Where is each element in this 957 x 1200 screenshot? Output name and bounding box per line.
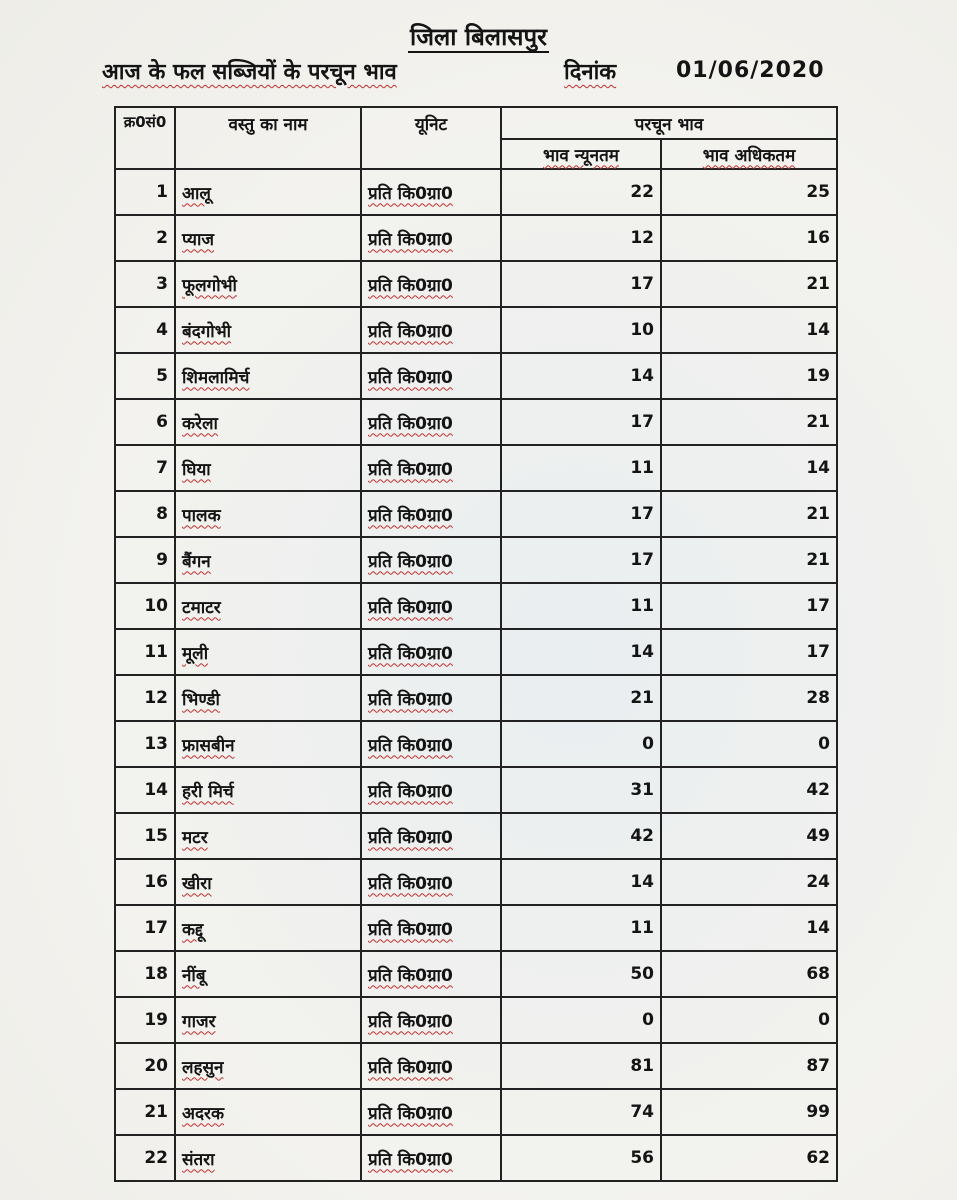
table-row <box>115 445 837 491</box>
unit-cell: प्रति कि0ग्रा0 <box>361 629 501 675</box>
unit-cell: प्रति कि0ग्रा0 <box>361 399 501 445</box>
date-label: दिनांक <box>564 60 617 85</box>
min-price-cell: 42 <box>501 813 661 859</box>
table-row <box>115 951 837 997</box>
min-price-cell: 17 <box>501 261 661 307</box>
max-price-cell: 16 <box>661 215 837 261</box>
min-price-cell: 12 <box>501 215 661 261</box>
item-name-cell: भिण्डी <box>175 675 361 721</box>
price-table-body <box>115 169 837 1181</box>
table-row <box>115 215 837 261</box>
min-price-cell: 0 <box>501 997 661 1043</box>
table-row <box>115 905 837 951</box>
min-price-cell: 21 <box>501 675 661 721</box>
max-price-cell: 17 <box>661 583 837 629</box>
max-price-header: भाव अधिकतम <box>661 139 837 169</box>
unit-cell: प्रति कि0ग्रा0 <box>361 353 501 399</box>
max-price-cell: 21 <box>661 537 837 583</box>
name-header: वस्तु का नाम <box>175 107 361 169</box>
item-name-cell: मूली <box>175 629 361 675</box>
max-price-cell: 14 <box>661 307 837 353</box>
max-price-cell: 19 <box>661 353 837 399</box>
item-name-cell: शिमलामिर्च <box>175 353 361 399</box>
serial-cell: 18 <box>115 951 175 997</box>
item-name-cell: खीरा <box>175 859 361 905</box>
item-name-cell: टमाटर <box>175 583 361 629</box>
serial-cell: 12 <box>115 675 175 721</box>
min-price-cell: 0 <box>501 721 661 767</box>
min-price-cell: 11 <box>501 583 661 629</box>
serial-cell: 15 <box>115 813 175 859</box>
unit-cell: प्रति कि0ग्रा0 <box>361 1089 501 1135</box>
min-price-cell: 11 <box>501 905 661 951</box>
min-price-cell: 17 <box>501 491 661 537</box>
min-price-cell: 50 <box>501 951 661 997</box>
retail-price-header: परचून भाव <box>501 107 837 139</box>
table-row <box>115 1135 837 1181</box>
table-row <box>115 583 837 629</box>
table-row <box>115 721 837 767</box>
max-price-cell: 28 <box>661 675 837 721</box>
table-row <box>115 629 837 675</box>
table-row <box>115 813 837 859</box>
min-price-cell: 74 <box>501 1089 661 1135</box>
item-name-cell: बंदगोभी <box>175 307 361 353</box>
table-row <box>115 1043 837 1089</box>
document-title <box>0 20 957 53</box>
max-price-cell: 87 <box>661 1043 837 1089</box>
serial-cell: 2 <box>115 215 175 261</box>
item-name-cell: फ्रासबीन <box>175 721 361 767</box>
unit-cell: प्रति कि0ग्रा0 <box>361 215 501 261</box>
min-price-cell: 22 <box>501 169 661 215</box>
item-name-cell: कद्दू <box>175 905 361 951</box>
serial-cell: 8 <box>115 491 175 537</box>
unit-cell: प्रति कि0ग्रा0 <box>361 537 501 583</box>
unit-cell: प्रति कि0ग्रा0 <box>361 813 501 859</box>
unit-cell: प्रति कि0ग्रा0 <box>361 951 501 997</box>
max-price-cell: 62 <box>661 1135 837 1181</box>
unit-cell: प्रति कि0ग्रा0 <box>361 675 501 721</box>
serial-cell: 20 <box>115 1043 175 1089</box>
serial-cell: 14 <box>115 767 175 813</box>
unit-cell: प्रति कि0ग्रा0 <box>361 169 501 215</box>
max-price-cell: 25 <box>661 169 837 215</box>
item-name-cell: मटर <box>175 813 361 859</box>
min-price-cell: 11 <box>501 445 661 491</box>
serial-cell: 10 <box>115 583 175 629</box>
min-price-cell: 14 <box>501 859 661 905</box>
min-price-cell: 10 <box>501 307 661 353</box>
max-price-cell: 14 <box>661 445 837 491</box>
serial-cell: 1 <box>115 169 175 215</box>
item-name-cell: हरी मिर्च <box>175 767 361 813</box>
unit-cell: प्रति कि0ग्रा0 <box>361 721 501 767</box>
table-row <box>115 169 837 215</box>
table-row <box>115 767 837 813</box>
table-row <box>115 859 837 905</box>
unit-cell: प्रति कि0ग्रा0 <box>361 1043 501 1089</box>
serial-header: क्र0सं0 <box>115 107 175 169</box>
unit-cell: प्रति कि0ग्रा0 <box>361 905 501 951</box>
table-row <box>115 261 837 307</box>
serial-cell: 7 <box>115 445 175 491</box>
min-price-cell: 81 <box>501 1043 661 1089</box>
item-name-cell: फूलगोभी <box>175 261 361 307</box>
item-name-cell: बैंगन <box>175 537 361 583</box>
min-price-cell: 17 <box>501 399 661 445</box>
unit-cell: प्रति कि0ग्रा0 <box>361 445 501 491</box>
max-price-cell: 21 <box>661 399 837 445</box>
max-price-cell: 0 <box>661 721 837 767</box>
item-name-cell: अदरक <box>175 1089 361 1135</box>
item-name-cell: गाजर <box>175 997 361 1043</box>
item-name-cell: आलू <box>175 169 361 215</box>
min-price-header: भाव न्यूनतम <box>501 139 661 169</box>
serial-cell: 9 <box>115 537 175 583</box>
document-subtitle <box>102 56 862 86</box>
table-row <box>115 1089 837 1135</box>
max-price-cell: 17 <box>661 629 837 675</box>
max-price-cell: 14 <box>661 905 837 951</box>
serial-cell: 17 <box>115 905 175 951</box>
unit-cell: प्रति कि0ग्रा0 <box>361 997 501 1043</box>
max-price-cell: 99 <box>661 1089 837 1135</box>
unit-cell: प्रति कि0ग्रा0 <box>361 583 501 629</box>
unit-cell: प्रति कि0ग्रा0 <box>361 1135 501 1181</box>
table-row <box>115 353 837 399</box>
serial-cell: 19 <box>115 997 175 1043</box>
item-name-cell: घिया <box>175 445 361 491</box>
price-table <box>114 106 838 1182</box>
max-price-cell: 0 <box>661 997 837 1043</box>
unit-cell: प्रति कि0ग्रा0 <box>361 859 501 905</box>
serial-cell: 5 <box>115 353 175 399</box>
unit-cell: प्रति कि0ग्रा0 <box>361 767 501 813</box>
serial-cell: 4 <box>115 307 175 353</box>
table-row <box>115 399 837 445</box>
price-heading: आज के फल सब्जियों के परचून भाव <box>102 60 397 85</box>
serial-cell: 13 <box>115 721 175 767</box>
item-name-cell: लहसुन <box>175 1043 361 1089</box>
max-price-cell: 49 <box>661 813 837 859</box>
item-name-cell: नींबू <box>175 951 361 997</box>
min-price-cell: 17 <box>501 537 661 583</box>
min-price-cell: 14 <box>501 353 661 399</box>
table-row <box>115 537 837 583</box>
date-value: 01/06/2020 <box>676 58 825 83</box>
max-price-cell: 21 <box>661 261 837 307</box>
min-price-cell: 14 <box>501 629 661 675</box>
serial-cell: 16 <box>115 859 175 905</box>
max-price-cell: 21 <box>661 491 837 537</box>
serial-cell: 3 <box>115 261 175 307</box>
item-name-cell: प्याज <box>175 215 361 261</box>
min-price-cell: 31 <box>501 767 661 813</box>
item-name-cell: करेला <box>175 399 361 445</box>
serial-cell: 6 <box>115 399 175 445</box>
item-name-cell: संतरा <box>175 1135 361 1181</box>
table-row <box>115 997 837 1043</box>
min-price-cell: 56 <box>501 1135 661 1181</box>
item-name-cell: पालक <box>175 491 361 537</box>
unit-cell: प्रति कि0ग्रा0 <box>361 491 501 537</box>
max-price-cell: 42 <box>661 767 837 813</box>
max-price-cell: 68 <box>661 951 837 997</box>
table-row <box>115 307 837 353</box>
unit-cell: प्रति कि0ग्रा0 <box>361 261 501 307</box>
serial-cell: 21 <box>115 1089 175 1135</box>
serial-cell: 22 <box>115 1135 175 1181</box>
district-title: जिला बिलासपुर <box>410 23 547 51</box>
table-row <box>115 491 837 537</box>
table-row <box>115 675 837 721</box>
serial-cell: 11 <box>115 629 175 675</box>
unit-header: यूनिट <box>361 107 501 169</box>
max-price-cell: 24 <box>661 859 837 905</box>
unit-cell: प्रति कि0ग्रा0 <box>361 307 501 353</box>
